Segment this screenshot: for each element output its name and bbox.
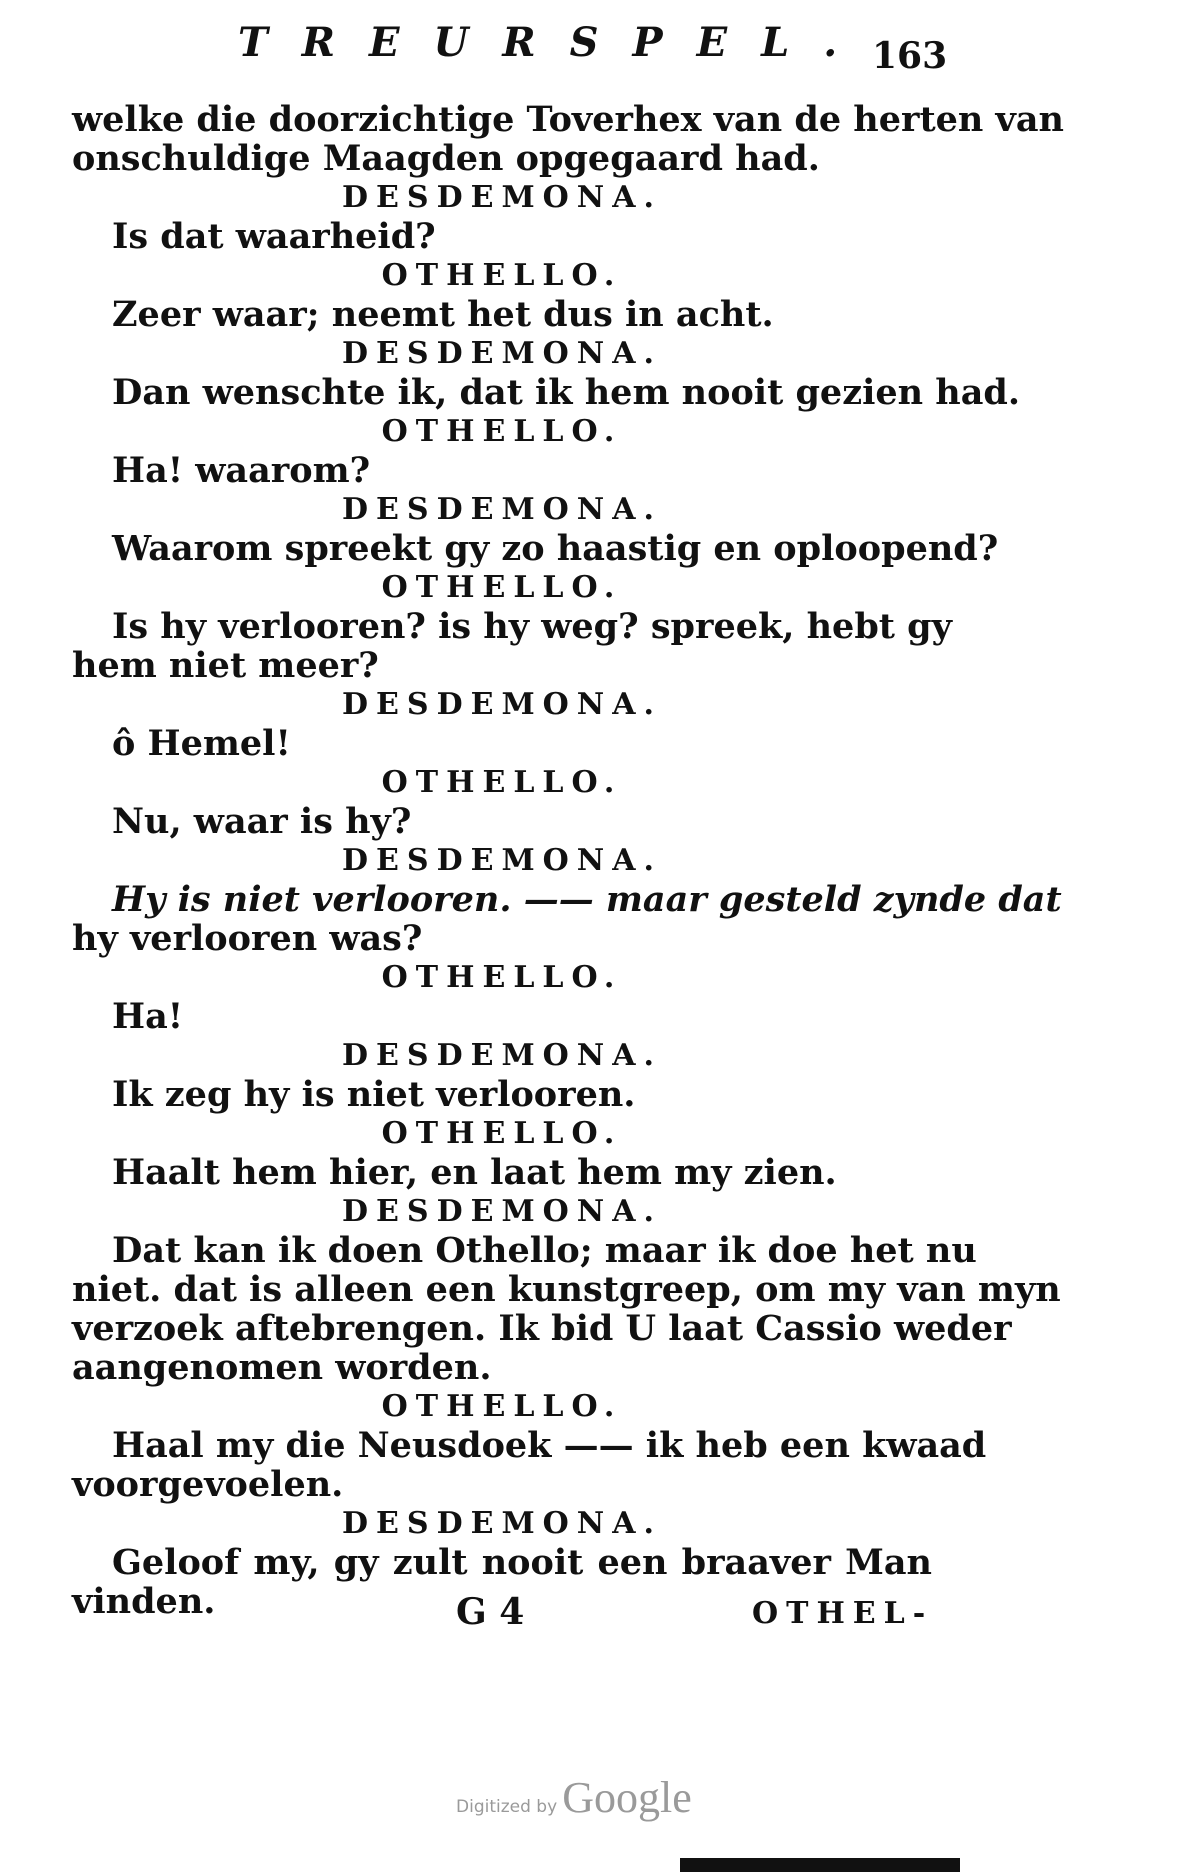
text-line: aangenomen worden. bbox=[72, 1347, 492, 1388]
text-line: voorgevoelen. bbox=[72, 1464, 344, 1505]
text-line: Is dat waarheid? bbox=[112, 216, 436, 257]
speaker-name: OTHELLO. bbox=[381, 1116, 623, 1151]
text-line: Ha! bbox=[112, 996, 184, 1037]
text-line: hy verlooren was? bbox=[72, 918, 423, 959]
google-logo: Google bbox=[562, 1773, 692, 1822]
speaker-name: DESDEMONA. bbox=[342, 843, 662, 878]
text-line: vinden. bbox=[72, 1581, 216, 1622]
catchword: OTHEL- bbox=[752, 1596, 934, 1631]
text-line: Is hy verlooren? is hy weg? spreek, hebt gy bbox=[112, 606, 952, 647]
text-line: welke die doorzichtige Toverhex van de herten van bbox=[72, 99, 1064, 140]
text-line: ô Hemel! bbox=[112, 723, 291, 764]
running-title: TREURSPEL. bbox=[238, 19, 872, 66]
speaker-name: DESDEMONA. bbox=[342, 180, 662, 215]
text-line: Waarom spreekt gy zo haastig en oploopend? bbox=[112, 528, 999, 569]
page-footer bbox=[0, 1590, 1183, 1640]
text-line: Zeer waar; neemt het dus in acht. bbox=[112, 294, 774, 335]
text-line: Geloof my, gy zult nooit een braaver Man bbox=[112, 1542, 932, 1583]
text-line: onschuldige Maagden opgegaard had. bbox=[72, 138, 820, 179]
speaker-name: DESDEMONA. bbox=[342, 1194, 662, 1229]
speaker-name: OTHELLO. bbox=[381, 1389, 623, 1424]
speaker-name: DESDEMONA. bbox=[342, 1506, 662, 1541]
text-line: verzoek aftebrengen. Ik bid U laat Cassio weder bbox=[72, 1308, 1012, 1349]
scan-edge-rule bbox=[680, 1858, 960, 1872]
text-line: Ha! waarom? bbox=[112, 450, 371, 491]
watermark-prefix: Digitized by bbox=[456, 1797, 558, 1817]
speaker-name: DESDEMONA. bbox=[342, 1038, 662, 1073]
speaker-name: OTHELLO. bbox=[381, 414, 623, 449]
page-number: 163 bbox=[872, 35, 948, 77]
speaker-name: DESDEMONA. bbox=[342, 687, 662, 722]
speaker-name: OTHELLO. bbox=[381, 570, 623, 605]
text-line: niet. dat is alleen een kunstgreep, om my van myn bbox=[72, 1269, 1061, 1310]
signature-mark: G 4 bbox=[456, 1591, 525, 1633]
speaker-name: DESDEMONA. bbox=[342, 492, 662, 527]
play-text bbox=[72, 99, 1064, 1622]
speaker-name: OTHELLO. bbox=[381, 258, 623, 293]
speaker-name: OTHELLO. bbox=[381, 765, 623, 800]
text-line: Nu, waar is hy? bbox=[112, 801, 412, 842]
text-line: Dat kan ik doen Othello; maar ik doe het nu bbox=[112, 1230, 977, 1271]
speaker-name: OTHELLO. bbox=[381, 960, 623, 995]
text-line: Ik zeg hy is niet verlooren. bbox=[112, 1074, 636, 1115]
text-line: Haalt hem hier, en laat hem my zien. bbox=[112, 1152, 837, 1193]
text-line: Haal my die Neusdoek —— ik heb een kwaad bbox=[112, 1425, 987, 1466]
digitized-by-watermark bbox=[456, 1772, 692, 1823]
text-line: Dan wenschte ik, dat ik hem nooit gezien had. bbox=[112, 372, 1021, 413]
speaker-name: DESDEMONA. bbox=[342, 336, 662, 371]
text-line: Hy is niet verlooren. —— maar gesteld zynde dat bbox=[112, 879, 1062, 920]
text-line: hem niet meer? bbox=[72, 645, 379, 686]
